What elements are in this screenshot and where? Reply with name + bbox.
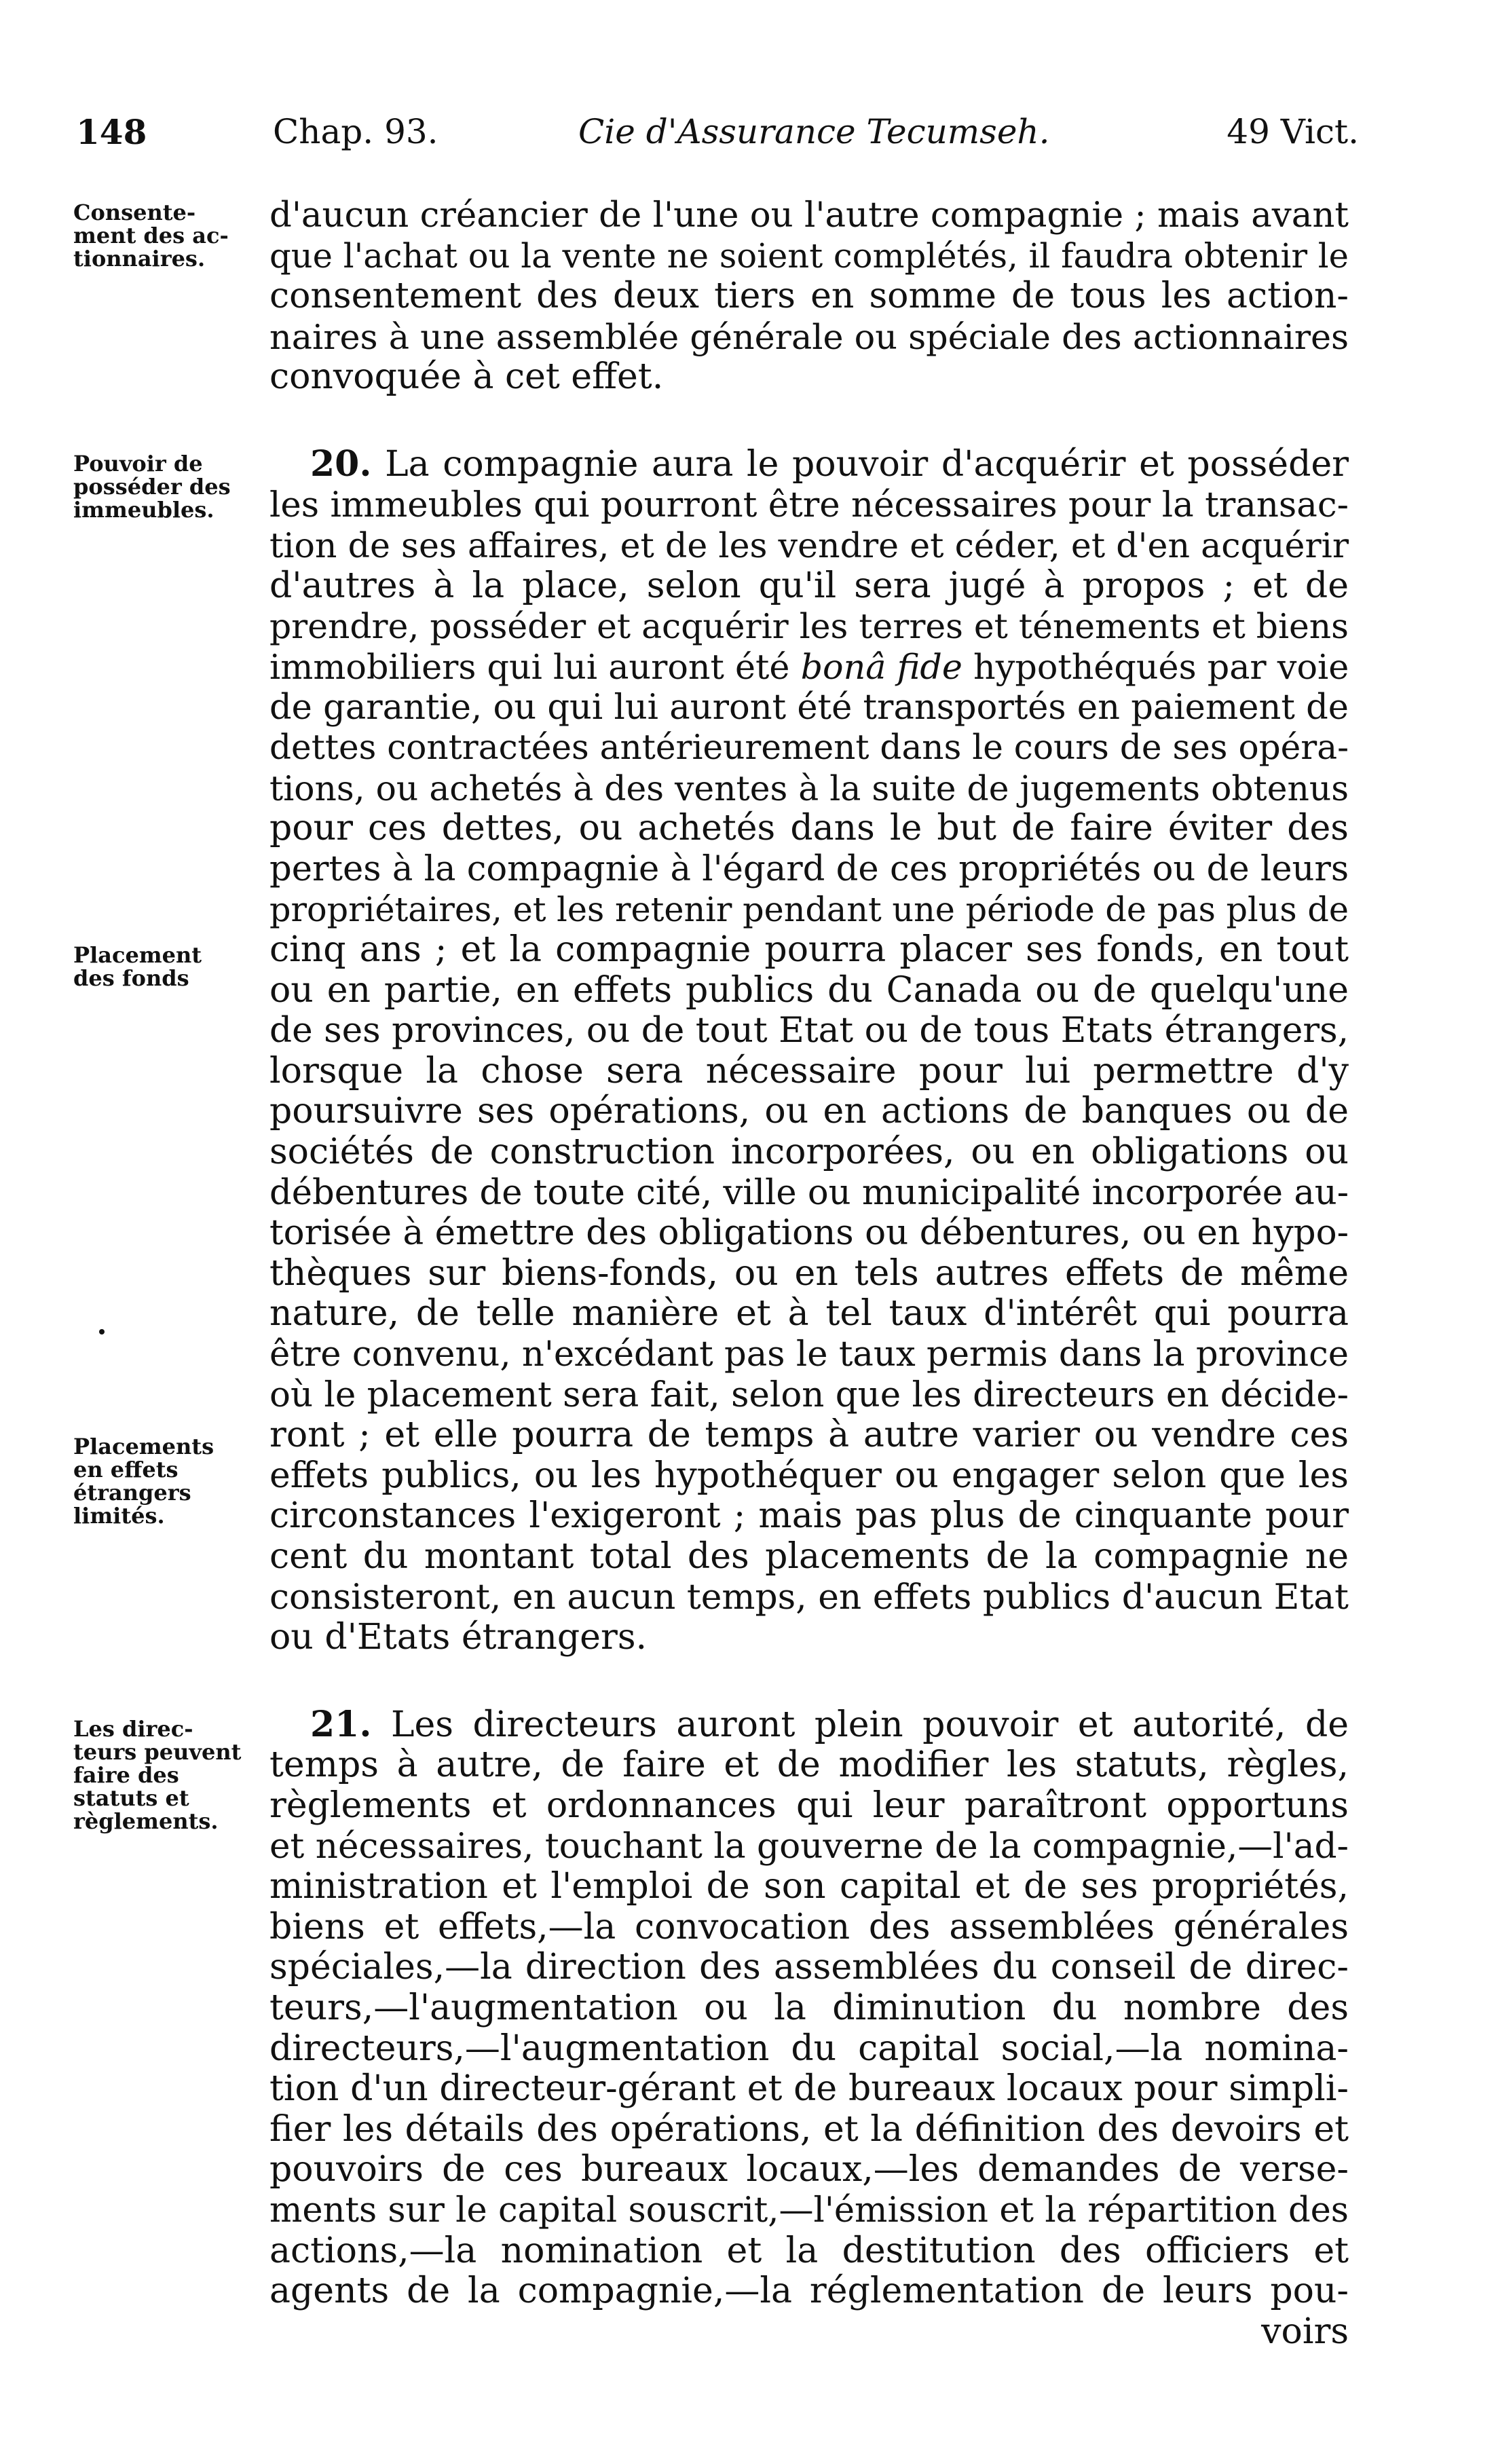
text-line: La compagnie aura le pouvoir d'acquérir et posséder [385,443,1349,485]
text-line: thèques sur biens-fonds, ou en tels autres effets de même [269,1252,1349,1294]
text-line: d'aucun créancier de l'une ou l'autre compagnie ; mais avant [269,195,1349,236]
text-line: prendre, posséder et acquérir les terres et ténements et biens [269,606,1349,647]
text-line-first [269,444,1349,485]
text-segment: immobiliers qui lui auront été [269,646,790,687]
paragraph-continuation [269,195,1349,398]
running-title: Cie d'Assurance Tecumseh. [578,112,1050,151]
text-segment: hypothéqués par voie [973,646,1349,687]
section-20 [269,444,1349,1658]
text-line: lorsque la chose sera nécessaire pour lui permettre d'y [269,1050,1349,1091]
margin-note-line: étrangers [73,1480,191,1506]
text-line: ments sur le capital souscrit,—l'émission et la répartition des [269,2190,1349,2230]
text-line: consisteront, en aucun temps, en effets publics d'aucun Etat [269,1576,1349,1618]
text-line: biens et effets,—la convocation des assemblées générales [269,1906,1349,1947]
text-line-italic [269,647,1349,688]
text-line: cent du montant total des placements de la compagnie ne [269,1536,1349,1577]
text-line: pertes à la compagnie à l'égard de ces propriétés ou de leurs [269,848,1349,889]
text-line: consentement des deux tiers en somme de tous les action- [269,276,1349,317]
text-line: débentures de toute cité, ville ou municipalité incorporée au- [269,1172,1349,1213]
catchword: voirs [1261,2311,1349,2352]
regnal-year: 49 Vict. [1227,112,1359,151]
text-line: teurs,—l'augmentation ou la diminution du nombre des [269,1987,1349,2028]
text-line: tion de ses affaires, et de les vendre et céder, et d'en acquérir [269,525,1349,566]
text-line: ministration et l'emploi de son capital et de ses propriétés, [269,1866,1349,1907]
margin-note-line: limités. [73,1503,165,1529]
margin-note-line: teurs peuvent [73,1739,242,1765]
margin-note-line: Pouvoir de [73,451,203,477]
text-line: effets publics, ou les hypothéquer ou engager selon que les [269,1455,1349,1496]
text-line: spéciales,—la direction des assemblées du conseil de direc- [269,1947,1349,1988]
text-line: règlements et ordonnances qui leur paraîtront opportuns [269,1785,1349,1826]
text-line: propriétaires, et les retenir pendant une période de pas plus de [269,889,1349,929]
margin-note-line: Consente- [73,200,196,225]
margin-note-line: Placement [73,942,202,968]
text-line: naires à une assemblée générale ou spéciale des actionnaires [269,316,1349,357]
text-line: sociétés de construction incorporées, ou en obligations ou [269,1132,1349,1173]
margin-note-line: Les direc- [73,1716,193,1742]
text-line: où le placement sera fait, selon que les directeurs en décide- [269,1374,1349,1415]
margin-note-line: en effets [73,1457,179,1482]
text-line: ront ; et elle pourra de temps à autre varier ou vendre ces [269,1415,1349,1456]
text-line: actions,—la nomination et la destitution des officiers et [269,2230,1349,2271]
text-line: cinq ans ; et la compagnie pourra placer ses fonds, en tout [269,929,1349,971]
text-line: et nécessaires, touchant la gouverne de la compagnie,—l'ad- [269,1825,1349,1867]
text-line: torisée à émettre des obligations ou débentures, ou en hypo- [269,1212,1349,1254]
text-line: Les directeurs auront plein pouvoir et autorité, de [390,1704,1349,1745]
text-line: tions, ou achetés à des ventes à la suite de jugements obtenus [269,768,1349,808]
text-line: ou en partie, en effets publics du Canada ou de quelqu'une [269,969,1349,1011]
text-line: de ses provinces, ou de tout Etat ou de tous Etats étrangers, [269,1010,1349,1051]
text-line: que l'achat ou la vente ne soient complétés, il faudra obtenir le [269,236,1349,276]
text-line: agents de la compagnie,—la réglementation de leurs pou- [269,2271,1349,2312]
section-number: 20. [310,443,372,485]
stray-mark [99,1329,105,1334]
text-line: nature, de telle manière et à tel taux d'intérêt qui pourra [269,1293,1349,1334]
margin-note-line: statuts et [73,1785,189,1811]
margin-note-statuts-reglements [73,1717,257,1833]
running-header [76,112,1359,166]
margin-note-placement-fonds [73,944,257,990]
margin-note-consentement [73,201,257,270]
text-line: ou d'Etats étrangers. [269,1617,648,1658]
text-line: directeurs,—l'augmentation du capital social,—la nomina- [269,2028,1349,2069]
margin-note-line: tionnaires. [73,246,206,272]
text-line: dettes contractées antérieurement dans le cours de ses opéra- [269,728,1349,768]
margin-note-line: posséder des [73,474,231,500]
margin-note-pouvoir-immeubles [73,452,257,521]
text-line: être convenu, n'excédant pas le taux permis dans la province [269,1334,1349,1375]
margin-note-line: ment des ac- [73,223,229,248]
text-line: de garantie, ou qui lui auront été transportés en paiement de [269,687,1349,728]
margin-note-placements-etrangers [73,1435,257,1527]
text-line: d'autres à la place, selon qu'il sera jugé à propos ; et de [269,565,1349,606]
text-line: circonstances l'exigeront ; mais pas plus de cinquante pour [269,1495,1349,1537]
text-line: pouvoirs de ces bureaux locaux,—les demandes de verse- [269,2149,1349,2190]
text-line: tion d'un directeur-gérant et de bureaux locaux pour simpli- [269,2068,1349,2110]
margin-note-line: des fonds [73,965,189,991]
section-number: 21. [310,1703,372,1745]
section-21 [269,1704,1349,2353]
text-line: temps à autre, de faire et de modifier les statuts, règles, [269,1744,1349,1786]
italic-phrase: bonâ fide [800,646,962,687]
text-line: convoquée à cet effet. [269,356,664,398]
text-line: poursuivre ses opérations, ou en actions de banques ou de [269,1091,1349,1132]
page-number: 148 [76,112,147,152]
margin-note-line: faire des [73,1762,179,1788]
text-line: pour ces dettes, ou achetés dans le but de faire éviter des [269,808,1349,849]
chapter-label: Chap. 93. [273,112,438,151]
margin-note-line: immeubles. [73,497,214,523]
margin-note-line: Placements [73,1434,214,1459]
main-text [269,195,1349,2352]
text-line: fier les détails des opérations, et la définition des devoirs et [269,2108,1349,2150]
text-line-first [269,1704,1349,1746]
text-line: les immeubles qui pourront être nécessaires pour la transac- [269,484,1349,525]
margin-note-line: règlements. [73,1808,219,1834]
